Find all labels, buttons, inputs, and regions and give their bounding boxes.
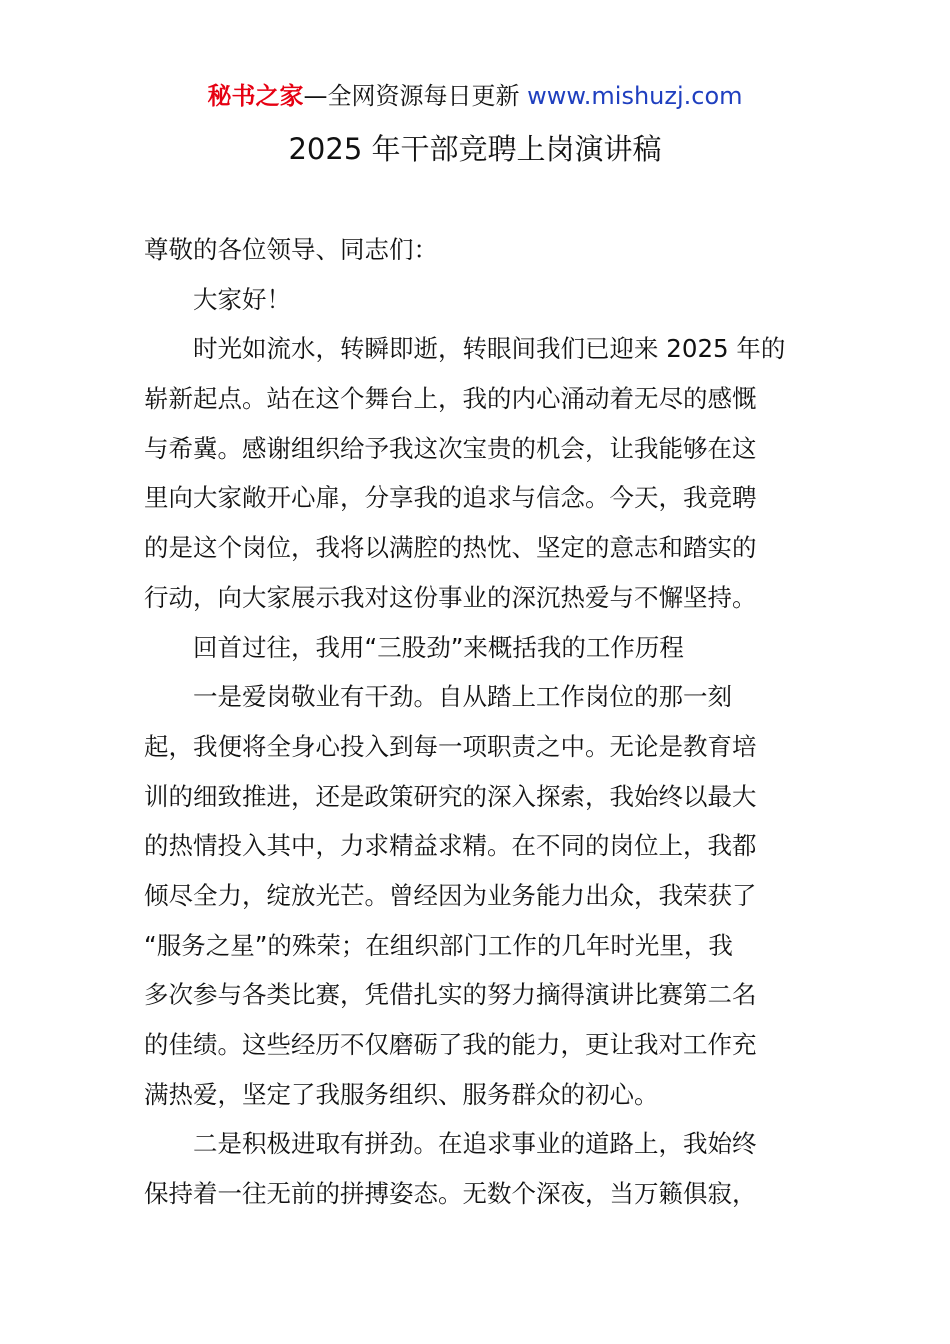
- paragraph-line: 的佳绩。这些经历不仅磨砺了我的能力，更让我对工作充: [144, 1030, 757, 1059]
- paragraph-line: 满热爱，坚定了我服务组织、服务群众的初心。: [144, 1079, 659, 1109]
- paragraph-line: 保持着一往无前的拼搏姿态。无数个深夜，当万籁俱寂，: [144, 1179, 757, 1209]
- paragraph-line: 的是这个岗位，我将以满腔的热忱、坚定的意志和踏实的: [144, 533, 757, 563]
- paragraph-line: 一是爱岗敬业有干劲。自从踏上工作岗位的那一刻: [193, 682, 732, 712]
- salutation-line: 尊敬的各位领导、同志们：: [144, 235, 438, 264]
- paragraph-line: 训的细致推进，还是政策研究的深入探索，我始终以最大: [144, 781, 757, 811]
- paragraph-line: “服务之星”的殊荣；在组织部门工作的几年时光里，我: [144, 930, 733, 960]
- site-header: [0, 80, 950, 112]
- paragraph-line: 与希冀。感谢组织给予我这次宝贵的机会，让我能够在这: [144, 433, 757, 463]
- document-body: [144, 225, 808, 1219]
- paragraph-line: 倾尽全力，绽放光芒。曾经因为业务能力出众，我荣获了: [144, 880, 757, 910]
- paragraph-line: 的热情投入其中，力求精益求精。在不同的岗位上，我都: [144, 831, 757, 861]
- paragraph-line: 时光如流水，转瞬即逝，转眼间我们已迎来 2025 年的: [193, 334, 786, 364]
- header-slogan: —全网资源每日更新: [303, 82, 520, 110]
- paragraph-line: 二是积极进取有拼劲。在追求事业的道路上，我始终: [193, 1129, 757, 1159]
- paragraph-line: 多次参与各类比赛，凭借扎实的努力摘得演讲比赛第二名: [144, 980, 757, 1010]
- paragraph-line: 崭新起点。站在这个舞台上，我的内心涌动着无尽的感慨: [144, 384, 757, 414]
- paragraph-line: 里向大家敞开心扉，分享我的追求与信念。今天，我竞聘: [144, 483, 757, 513]
- paragraph-line: 回首过往，我用“三股劲”来概括我的工作历程: [193, 632, 684, 662]
- brand-name: 秘书之家: [207, 82, 304, 110]
- paragraph-line: 起，我便将全身心投入到每一项职责之中。无论是教育培: [144, 731, 757, 761]
- greeting-line: 大家好！: [193, 284, 291, 314]
- site-url-link[interactable]: www.mishuzj.com: [527, 82, 743, 110]
- paragraph-line: 行动，向大家展示我对这份事业的深沉热爱与不懈坚持。: [144, 582, 757, 612]
- document-title: 2025 年干部竞聘上岗演讲稿: [288, 132, 662, 166]
